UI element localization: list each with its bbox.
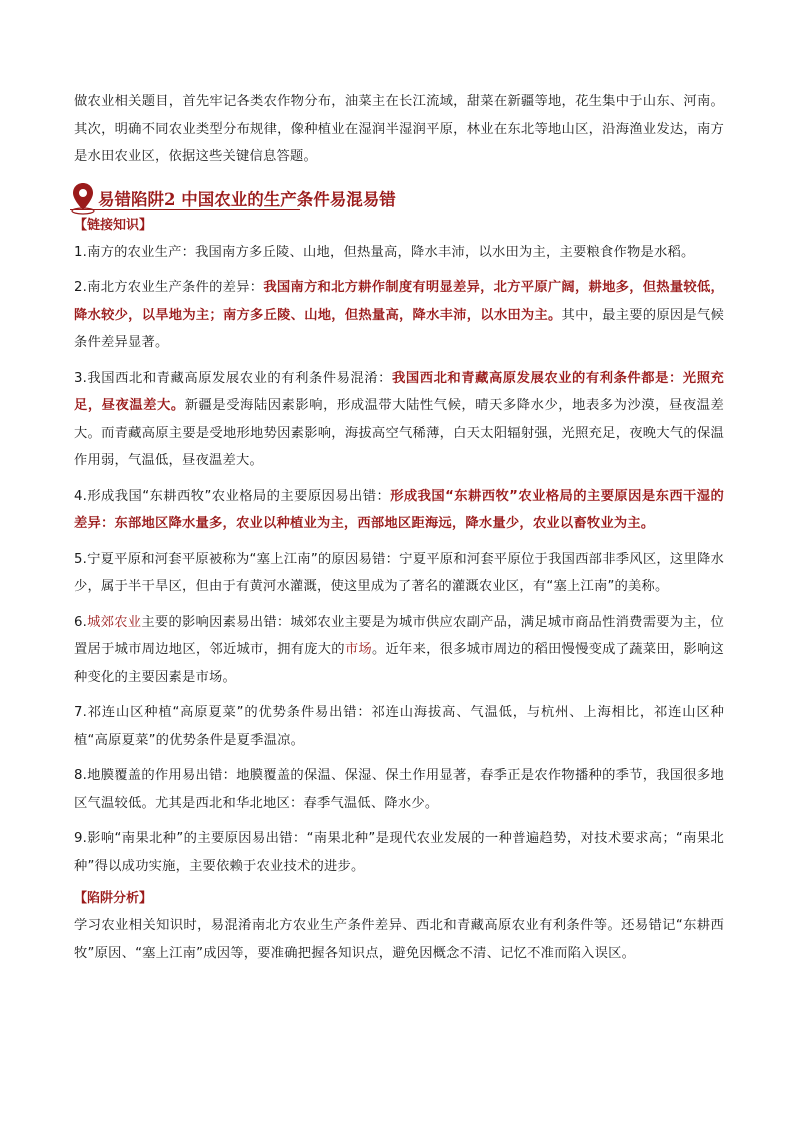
- section-title: 易错陷阱2 中国农业的生产条件易混易错: [98, 189, 396, 209]
- intro-paragraph: 做农业相关题目，首先牢记各类农作物分布，油菜主在长江流域，甜菜在新疆等地，花生集中于山东、河南。其次，明确不同农业类型分布规律，像种植业在湿润半湿润平原，林业在东北等地山区，沿海渔业发达，南方是水田农业区，依据这些关键信息答题。: [74, 94, 724, 164]
- item-6-market: 市场: [344, 642, 372, 657]
- item-6-number: 6.: [74, 614, 88, 630]
- title-underline: [70, 209, 300, 210]
- link-knowledge-label: 【链接知识】: [74, 217, 153, 233]
- item-2-lead: 2.南北方农业生产条件的差异：: [74, 280, 264, 295]
- item-7: 7.祁连山区种植“高原夏菜”的优势条件易出错：祁连山海拔高、气温低，与杭州、上海相比，祁连山区种植“高原夏菜”的优势条件是夏季温凉。: [74, 705, 724, 748]
- item-6-tail: 。近年来，很多城市周边的稻田慢慢变成了蔬菜田，影响这种变化的主要因素是市场。: [74, 642, 725, 685]
- item-3-highlight: 我国西北和青藏高原发展农业的有利条件都是：光照充足，昼夜温差大。: [74, 370, 724, 413]
- item-2: [74, 274, 724, 357]
- item-6: [74, 609, 724, 692]
- item-3: [74, 365, 724, 475]
- document-page: [74, 88, 724, 975]
- item-2-tail: 其中，最主要的原因是气候条件差异显著。: [74, 307, 724, 350]
- trap-analysis-label: 【陷阱分析】: [74, 891, 153, 906]
- item-1: 1.南方的农业生产：我国南方多丘陵、山地，但热量高，降水丰沛，以水田为主，主要粮食作物是水稻。: [74, 244, 695, 260]
- item-4-lead: 4.形成我国“东耕西牧”农业格局的主要原因易出错：: [74, 488, 391, 504]
- item-9: 9.影响“南果北种”的主要原因易出错：“南果北种”是现代农业发展的一种普遍趋势，对技术要求高；“南果北种”得以成功实施，主要依赖于农业技术的进步。: [74, 831, 724, 874]
- item-4: [74, 483, 724, 538]
- item-3-tail: 新疆是受海陆因素影响，形成温带大陆性气候，晴天多降水少，地表多为沙漠，昼夜温差大。而青藏高原主要是受地形地势因素影响，海拔高空气稀薄，白天太阳辐射强，光照充足，夜晚大气的保温作用弱，气温低，昼夜温差大。: [74, 398, 724, 468]
- item-6-term: 城郊农业: [87, 614, 142, 630]
- item-2-highlight: 我国南方和北方耕作制度有明显差异，北方平原广阔，耕地多，但热量较低，降水较少，以旱地为主；南方多丘陵、山地，但热量高，降水丰沛，以水田为主。: [74, 280, 724, 323]
- trap-analysis-text: 学习农业相关知识时，易混淆南北方农业生产条件差异、西北和青藏高原农业有利条件等。还易错记“东耕西牧”原因、“塞上江南”成因等，要准确把握各知识点，避免因概念不清、记忆不准而陷入误区。: [74, 918, 724, 961]
- item-8: 8.地膜覆盖的作用易出错：地膜覆盖的保温、保湿、保土作用显著，春季正是农作物播种的季节，我国很多地区气温较低。尤其是西北和华北地区：春季气温低、降水少。: [74, 768, 724, 811]
- item-5: 5.宁夏平原和河套平原被称为“塞上江南”的原因易错：宁夏平原和河套平原位于我国西部非季风区，这里降水少，属于半干旱区，但由于有黄河水灌溉，使这里成为了著名的灌溉农业区，有“塞上江南”的美称。: [74, 551, 724, 594]
- item-4-highlight: 形成我国“东耕西牧”农业格局的主要原因是东西干湿的差异：东部地区降水量多，农业以种植业为主，西部地区距海远，降水量少，农业以畜牧业为主。: [74, 488, 725, 531]
- item-3-lead: 3.我国西北和青藏高原发展农业的有利条件易混淆：: [74, 370, 393, 386]
- item-6-body: 主要的影响因素易出错：城郊农业主要是为城市供应农副产品，满足城市商品性消费需要为主，位置居于城市周边地区，邻近城市，拥有庞大的: [74, 614, 724, 657]
